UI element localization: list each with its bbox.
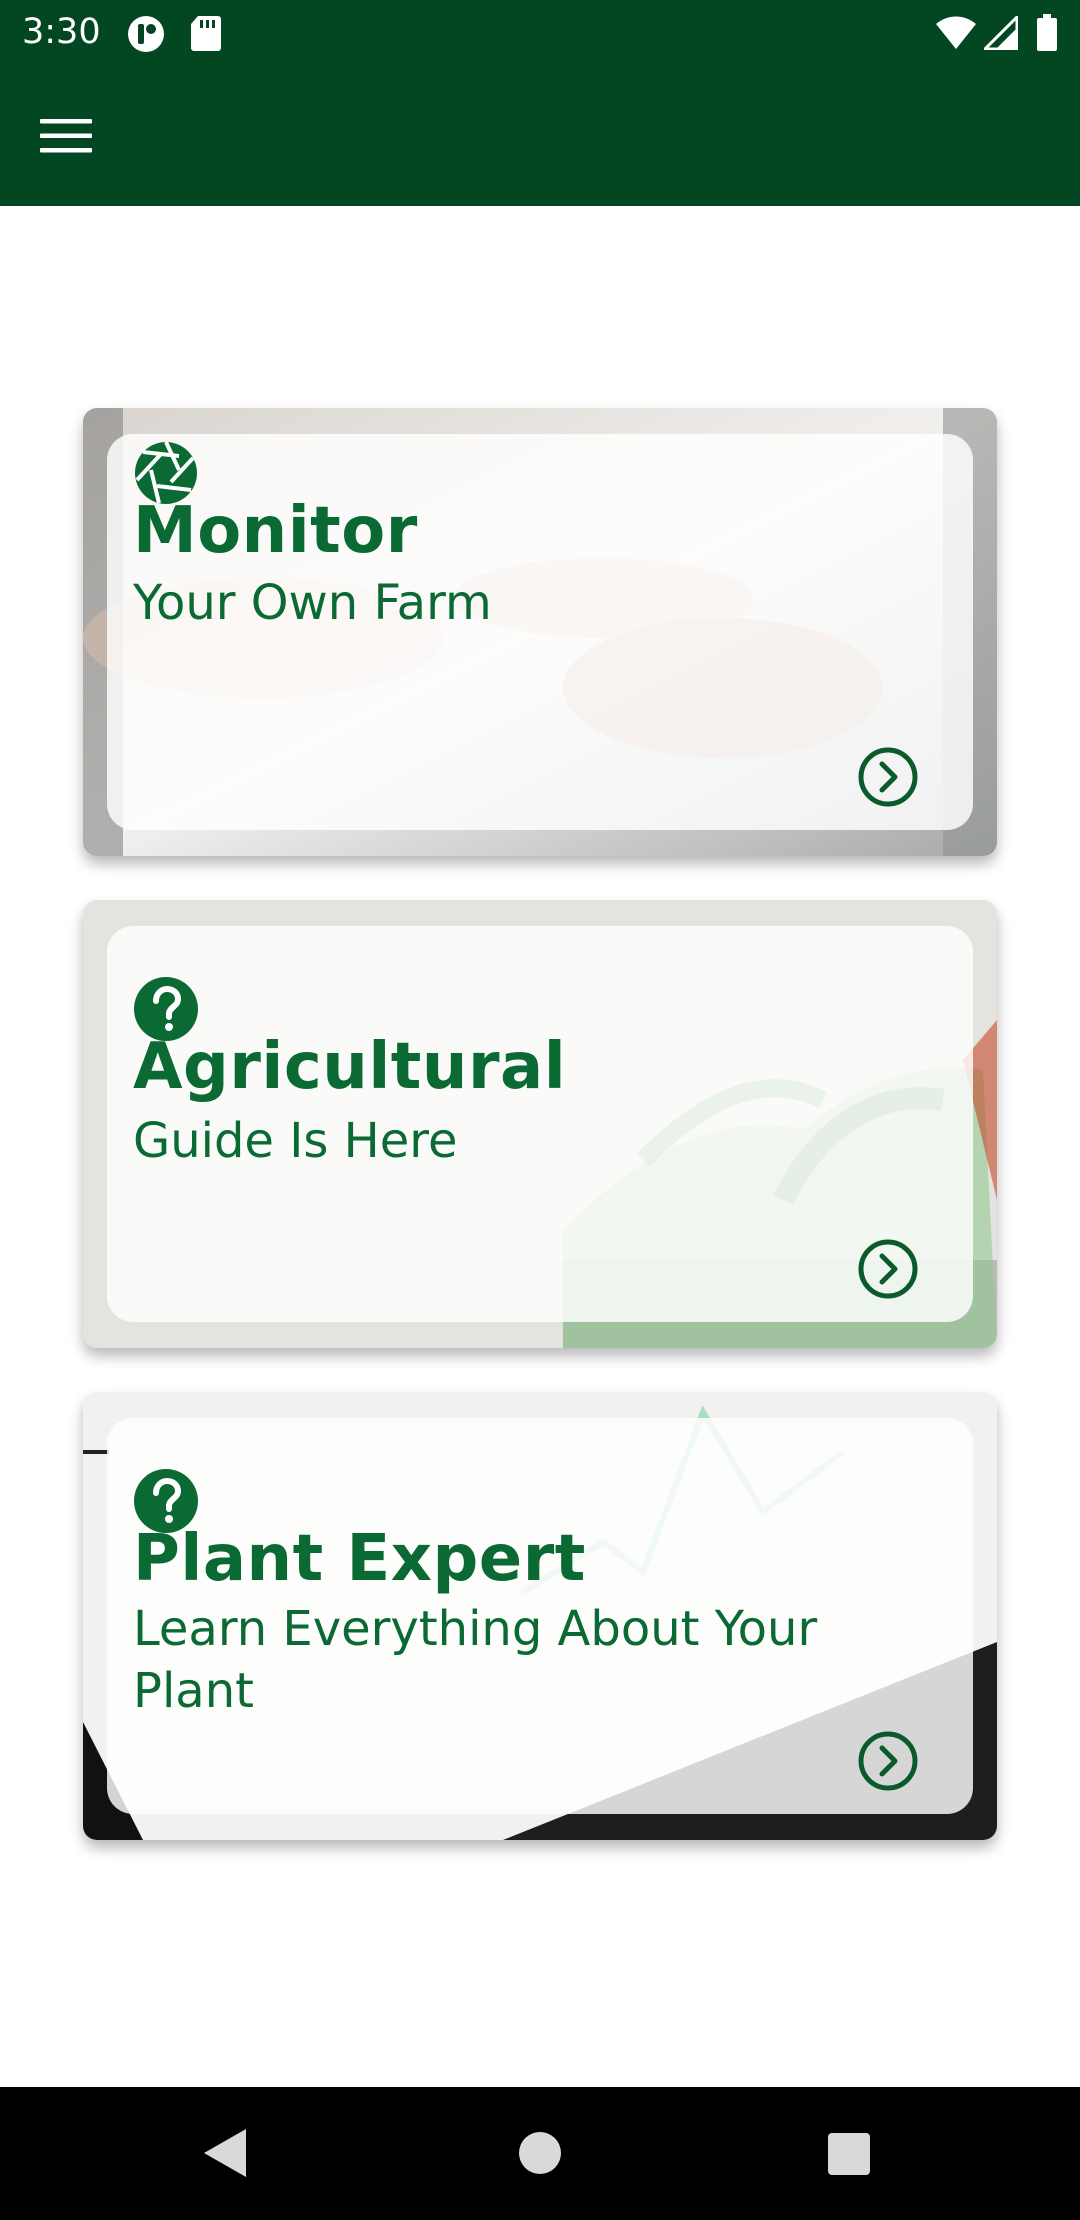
notification-app-icon <box>126 14 166 54</box>
card-subtitle: Learn Everything About Your Plant <box>133 1601 818 1719</box>
back-icon[interactable] <box>202 2127 248 2179</box>
agricultural-guide-card[interactable] <box>83 900 997 1348</box>
arrow-circle-right-icon[interactable] <box>857 746 919 808</box>
recents-icon[interactable] <box>828 2133 870 2175</box>
hamburger-menu-icon <box>40 118 92 154</box>
card-title: Plant Expert <box>133 1522 586 1596</box>
status-bar <box>0 0 1080 66</box>
wifi-icon <box>936 16 976 50</box>
card-title: Monitor <box>133 494 418 568</box>
battery-icon <box>1036 14 1058 52</box>
arrow-circle-right-icon[interactable] <box>857 1730 919 1792</box>
cell-signal-icon <box>984 16 1018 50</box>
home-icon[interactable] <box>518 2131 562 2175</box>
monitor-farm-card[interactable] <box>83 408 997 856</box>
card-title: Agricultural <box>133 1030 567 1104</box>
status-time: 3:30 <box>22 12 101 52</box>
card-subtitle: Your Own Farm <box>133 575 492 631</box>
arrow-circle-right-icon[interactable] <box>857 1238 919 1300</box>
sd-card-icon <box>190 14 222 52</box>
system-nav-bar <box>0 2087 1080 2220</box>
menu-button[interactable] <box>36 112 96 160</box>
app-header <box>0 0 1080 206</box>
card-subtitle: Guide Is Here <box>133 1113 458 1169</box>
plant-expert-card[interactable] <box>83 1392 997 1840</box>
